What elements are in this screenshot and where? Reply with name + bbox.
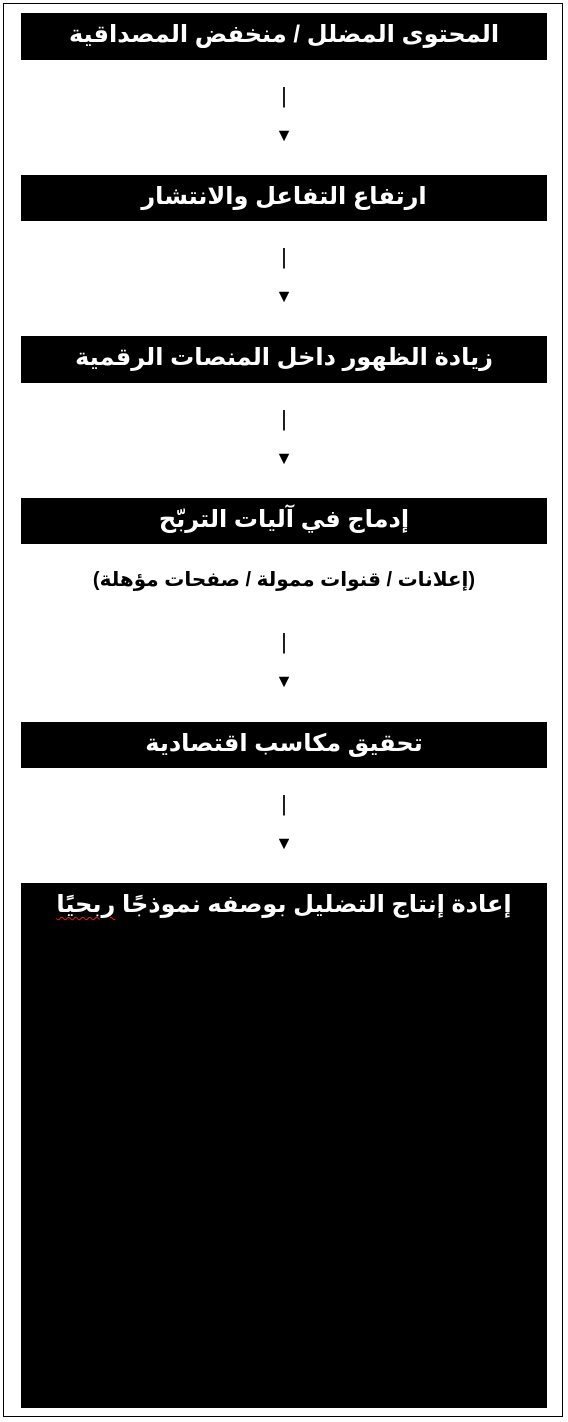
arrow-down-icon: ▼ (275, 286, 293, 306)
connector-5 (0, 792, 568, 852)
flow-step-2-label: ارتفاع التفاعل والانتشار (141, 183, 427, 210)
flow-step-6-label: إعادة إنتاج التضليل بوصفه نموذجًا (115, 891, 512, 918)
connector-1-line: | (281, 83, 287, 108)
connector-3 (0, 407, 568, 467)
connector-2-line: | (281, 244, 287, 269)
connector-1 (0, 84, 568, 144)
connector-2 (0, 245, 568, 305)
flow-step-6 (21, 883, 547, 1408)
connector-4 (0, 630, 568, 690)
flow-step-4-label: إدماج في آليات التربّح (158, 506, 410, 533)
flow-step-3-label: زيادة الظهور داخل المنصات الرقمية (75, 344, 493, 371)
arrow-down-icon: ▼ (275, 671, 293, 691)
arrow-down-icon: ▼ (275, 448, 293, 468)
flow-step-6-flagged-word: ربحيًا (56, 891, 116, 918)
flow-step-5 (21, 722, 547, 768)
connector-3-line: | (281, 406, 287, 431)
flow-step-1-label: المحتوى المضلل / منخفض المصداقية (68, 21, 500, 48)
flow-step-4 (21, 498, 547, 544)
arrow-down-icon: ▼ (275, 833, 293, 853)
flow-step-1 (21, 13, 547, 60)
flow-step-5-label: تحقيق مكاسب اقتصادية (145, 730, 423, 757)
flow-step-4-note: (إعلانات / قنوات ممولة / صفحات مؤهلة) (92, 569, 476, 591)
arrow-down-icon: ▼ (275, 125, 293, 145)
flow-step-3 (21, 336, 547, 383)
flow-step-2 (21, 175, 547, 221)
connector-4-line: | (281, 629, 287, 654)
connector-5-line: | (281, 791, 287, 816)
